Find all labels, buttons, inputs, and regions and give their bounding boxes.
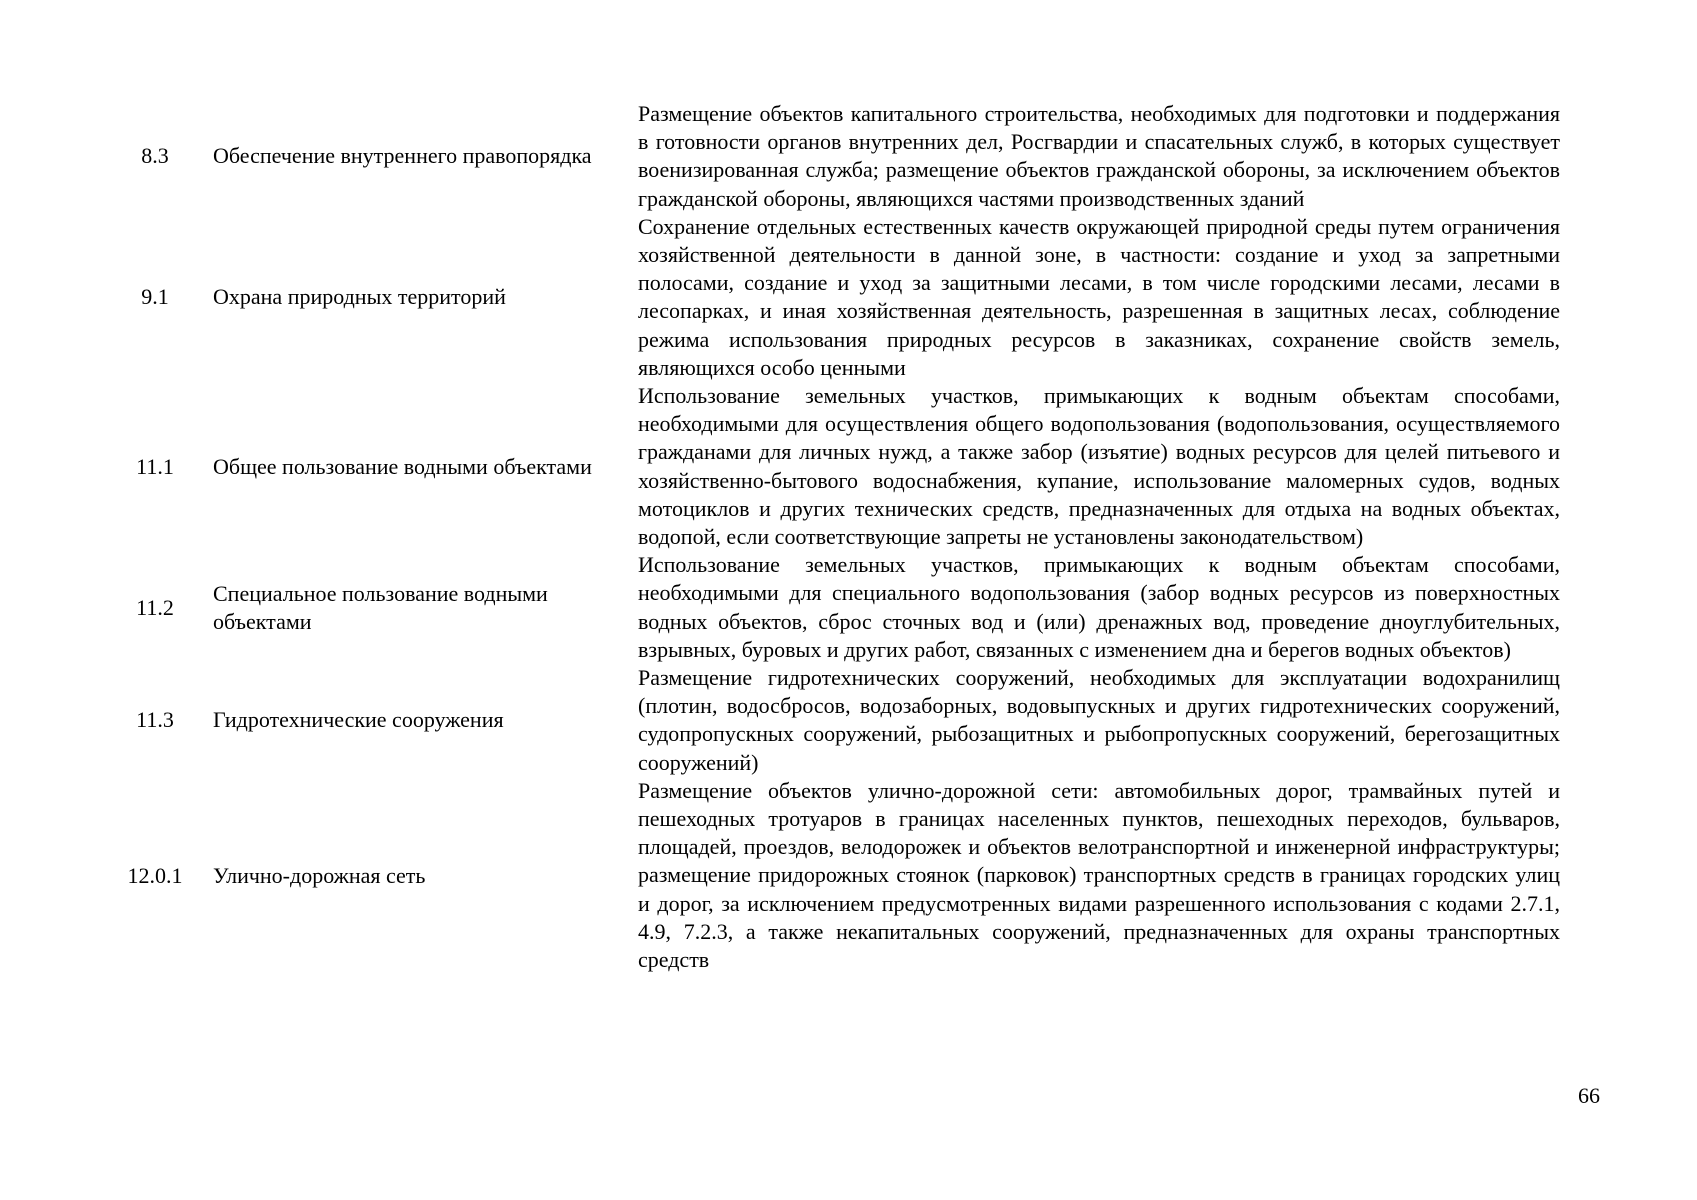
table-row bbox=[110, 777, 1580, 974]
row-name: Гидротехнические сооружения bbox=[213, 707, 504, 733]
table-row bbox=[110, 213, 1580, 382]
row-name: Улично-дорожная сеть bbox=[213, 862, 426, 888]
row-code: 8.3 bbox=[141, 143, 169, 169]
row-code: 11.2 bbox=[136, 594, 174, 620]
row-name: Охрана природных территорий bbox=[213, 284, 506, 310]
page-number: 66 bbox=[1578, 1083, 1600, 1108]
table-row bbox=[110, 100, 1580, 213]
row-description: Размещение гидротехнических сооружений, необходимых для эксплуатации водохранилищ (плотин, водосбросов, водозаборных, водовыпускных и других гидротехнических сооружений, судопропускных сооружений, рыбозащитных и рыбопропускных сооружений, берегозащитных сооружений) bbox=[638, 665, 1560, 775]
row-code: 11.1 bbox=[136, 453, 174, 479]
row-description: Размещение объектов капитального строительства, необходимых для подготовки и поддержания в готовности органов внутренних дел, Росгвардии и спасательных служб, в которых существует военизированная служба; размещение объектов гражданской обороны, за исключением объектов гражданской обороны, являющихся частями производственных зданий bbox=[638, 101, 1560, 211]
table-row bbox=[110, 551, 1580, 664]
row-description: Размещение объектов улично-дорожной сети: автомобильных дорог, трамвайных путей и пешеходных тротуаров в границах населенных пунктов, пешеходных переходов, бульваров, площадей, проездов, велодорожек и объектов велотранспортной и инженерной инфраструктуры; размещение придорожных стоянок (парковок) транспортных средств в границах городских улиц и дорог, за исключением предусмотренных видами разрешенного использования с кодами 2.7.1, 4.9, 7.2.3, а также некапитальных сооружений, предназначенных для охраны транспортных средств bbox=[638, 777, 1560, 973]
row-name: Общее пользование водными объектами bbox=[213, 453, 592, 479]
row-description: Сохранение отдельных естественных качеств окружающей природной среды путем ограничения хозяйственной деятельности в данной зоне, в частности: создание и уход за запретными полосами, создание и уход за защитными лесами, в том числе городскими лесами, лесами в лесопарках, и иная хозяйственная деятельность, разрешенная в защитных лесах, соблюдение режима использования природных ресурсов в заказниках, сохранение свойств земель, являющихся особо ценными bbox=[638, 213, 1560, 380]
land-use-table bbox=[110, 100, 1580, 974]
row-code: 9.1 bbox=[141, 284, 169, 310]
row-name: Специальное пользование водными объектами bbox=[213, 580, 548, 634]
row-code: 12.0.1 bbox=[127, 862, 183, 888]
table-row bbox=[110, 382, 1580, 551]
row-description: Использование земельных участков, примыкающих к водным объектам способами, необходимыми для осуществления общего водопользования (водопользования, осуществляемого гражданами для личных нужд, а также забор (изъятие) водных ресурсов для целей питьевого и хозяйственно-бытового водоснабжения, купание, использование маломерных судов, водных мотоциклов и других технических средств, предназначенных для отдыха на водных объектах, водопой, если соответствующие запреты не установлены законодательством) bbox=[638, 383, 1560, 550]
table-row bbox=[110, 664, 1580, 777]
row-name: Обеспечение внутреннего правопорядка bbox=[213, 143, 592, 169]
row-description: Использование земельных участков, примыкающих к водным объектам способами, необходимыми для специального водопользования (забор водных ресурсов из поверхностных водных объектов, сброс сточных вод и (или) дренажных вод, проведение дноуглубительных, взрывных, буровых и других работ, связанных с изменением дна и берегов водных объектов) bbox=[638, 552, 1560, 662]
row-code: 11.3 bbox=[136, 707, 174, 733]
